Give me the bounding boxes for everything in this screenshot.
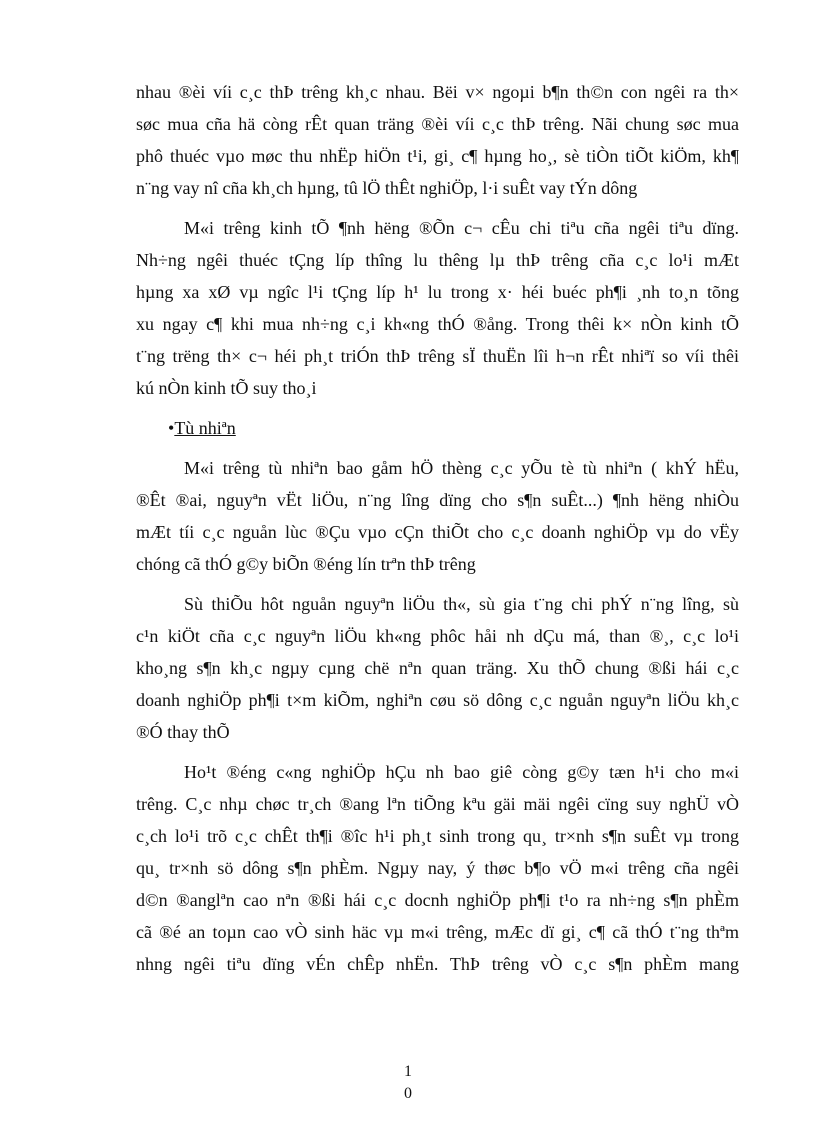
text-line: mÆt tíi c¸c nguån lùc ®Çu vµo cÇn thiÕt cho c¸c doanh nghiÖp vµ do vËy — [136, 522, 739, 542]
text-line: c¹n kiÖt cña c¸c nguyªn liÖu kh«ng phôc håi nh dÇu má, than ®¸, c¸c lo¹i — [136, 626, 739, 646]
text-line: chóng cã thÓ g©y biÕn ®éng lín trªn thÞ trêng — [136, 554, 476, 574]
text-line: ®Ó thay thÕ — [136, 722, 230, 742]
text-line: nhau ®èi víi c¸c thÞ trêng kh¸c nhau. Bëi v× ngoµi b¶n th©n con ngêi ra th× — [136, 82, 739, 102]
bullet-marker: • — [168, 418, 175, 438]
text-line: qu¸ tr×nh sö dông s¶n phÈm. Ngµy nay, ý thøc b¶o vÖ m«i trêng cña ngêi — [136, 858, 739, 878]
paragraph-purchasing-power — [136, 76, 739, 204]
text-line: xu ngay c¶ khi mua nh÷ng c¸i kh«ng thÓ ®ång. Trong thêi k× nÒn kinh tÕ — [136, 314, 739, 334]
text-line: Nh÷ng ngêi thuéc tÇng líp thîng lu thêng lµ thÞ trêng cña c¸c lo¹i mÆt — [136, 250, 739, 270]
section-heading-natural — [136, 412, 739, 444]
paragraph-natural-environment — [136, 452, 739, 580]
text-line: d©n ®anglªn cao nªn ®ßi hái c¸c docnh nghiÖp ph¶i t¹o ra nh÷ng s¶n phÈm — [136, 890, 739, 910]
text-line: hµng xa xØ vµ ngîc l¹i tÇng líp h¹ lu trong x· héi buéc ph¶i ¸nh to¸n tõng — [136, 282, 739, 302]
document-body — [136, 76, 739, 980]
text-line: kho¸ng s¶n kh¸c ngµy cµng chë nªn quan träng. Xu thÕ chung ®ßi hái c¸c — [136, 658, 739, 678]
text-line: kú nÒn kinh tÕ suy tho¸i — [136, 378, 317, 398]
paragraph-economic-environment — [136, 212, 739, 404]
text-line: trêng. C¸c nhµ chøc tr¸ch ®ang lªn tiÕng kªu gäi mäi ngêi cïng suy nghÜ vÒ — [136, 794, 739, 814]
paragraph-industrial-activity — [136, 756, 739, 980]
text-line: c¸ch lo¹i trõ c¸c chÊt th¶i ®îc h¹i ph¸t sinh trong qu¸ tr×nh s¶n suÊt vµ trong — [136, 826, 739, 846]
page-number-digit: 1 — [404, 1063, 412, 1080]
text-line: doanh nghiÖp ph¶i t×m kiÕm, nghiªn cøu sö dông c¸c nguån nguyªn liÖu kh¸c — [136, 690, 739, 710]
page-number — [0, 1061, 816, 1105]
text-line: M«i trêng kinh tÕ ¶nh hëng ®Õn c¬ cÊu chi tiªu cña ngêi tiªu dïng. — [184, 218, 739, 238]
text-line: phô thuéc vµo møc thu nhËp hiÖn t¹i, gi¸ c¶ hµng ho¸, sè tiÒn tiÕt kiÖm, kh¶ — [136, 146, 739, 166]
text-line: Ho¹t ®éng c«ng nghiÖp hÇu nh bao giê còng g©y tæn h¹i cho m«i — [184, 762, 739, 782]
paragraph-raw-materials — [136, 588, 739, 748]
text-line: M«i trêng tù nhiªn bao gåm hÖ thèng c¸c yÕu tè tù nhiªn ( khÝ hËu, — [184, 458, 739, 478]
page-number-digit: 0 — [404, 1085, 412, 1102]
text-line: ®Êt ®ai, nguyªn vËt liÖu, n¨ng lîng dïng cho s¶n suÊt...) ¶nh hëng nhiÒu — [136, 490, 739, 510]
text-line: cã ®é an toµn cao vÒ sinh häc vµ m«i trêng, mÆc dï gi¸ c¶ cã thÓ t¨ng thªm — [136, 922, 739, 942]
section-heading-label: Tù nhiªn — [174, 418, 236, 438]
text-line: n¨ng vay nî cña kh¸ch hµng, tû lÖ thÊt nghiÖp, l·i suÊt vay tÝn dông — [136, 178, 638, 198]
text-line: t¨ng trëng th× c¬ héi ph¸t triÓn thÞ trêng sÏ thuËn lîi h¬n rÊt nhiªï so víi thêi — [136, 346, 739, 366]
text-line: nhng ngêi tiªu dïng vÉn chÊp nhËn. ThÞ trêng vÒ c¸c s¶n phÈm mang — [136, 954, 739, 974]
text-line: søc mua cña hä còng rÊt quan träng ®èi víi c¸c thÞ trêng. Nãi chung søc mua — [136, 114, 739, 134]
text-line: Sù thiÕu hôt nguån nguyªn liÖu th«, sù gia t¨ng chi phÝ n¨ng lîng, sù — [184, 594, 739, 614]
